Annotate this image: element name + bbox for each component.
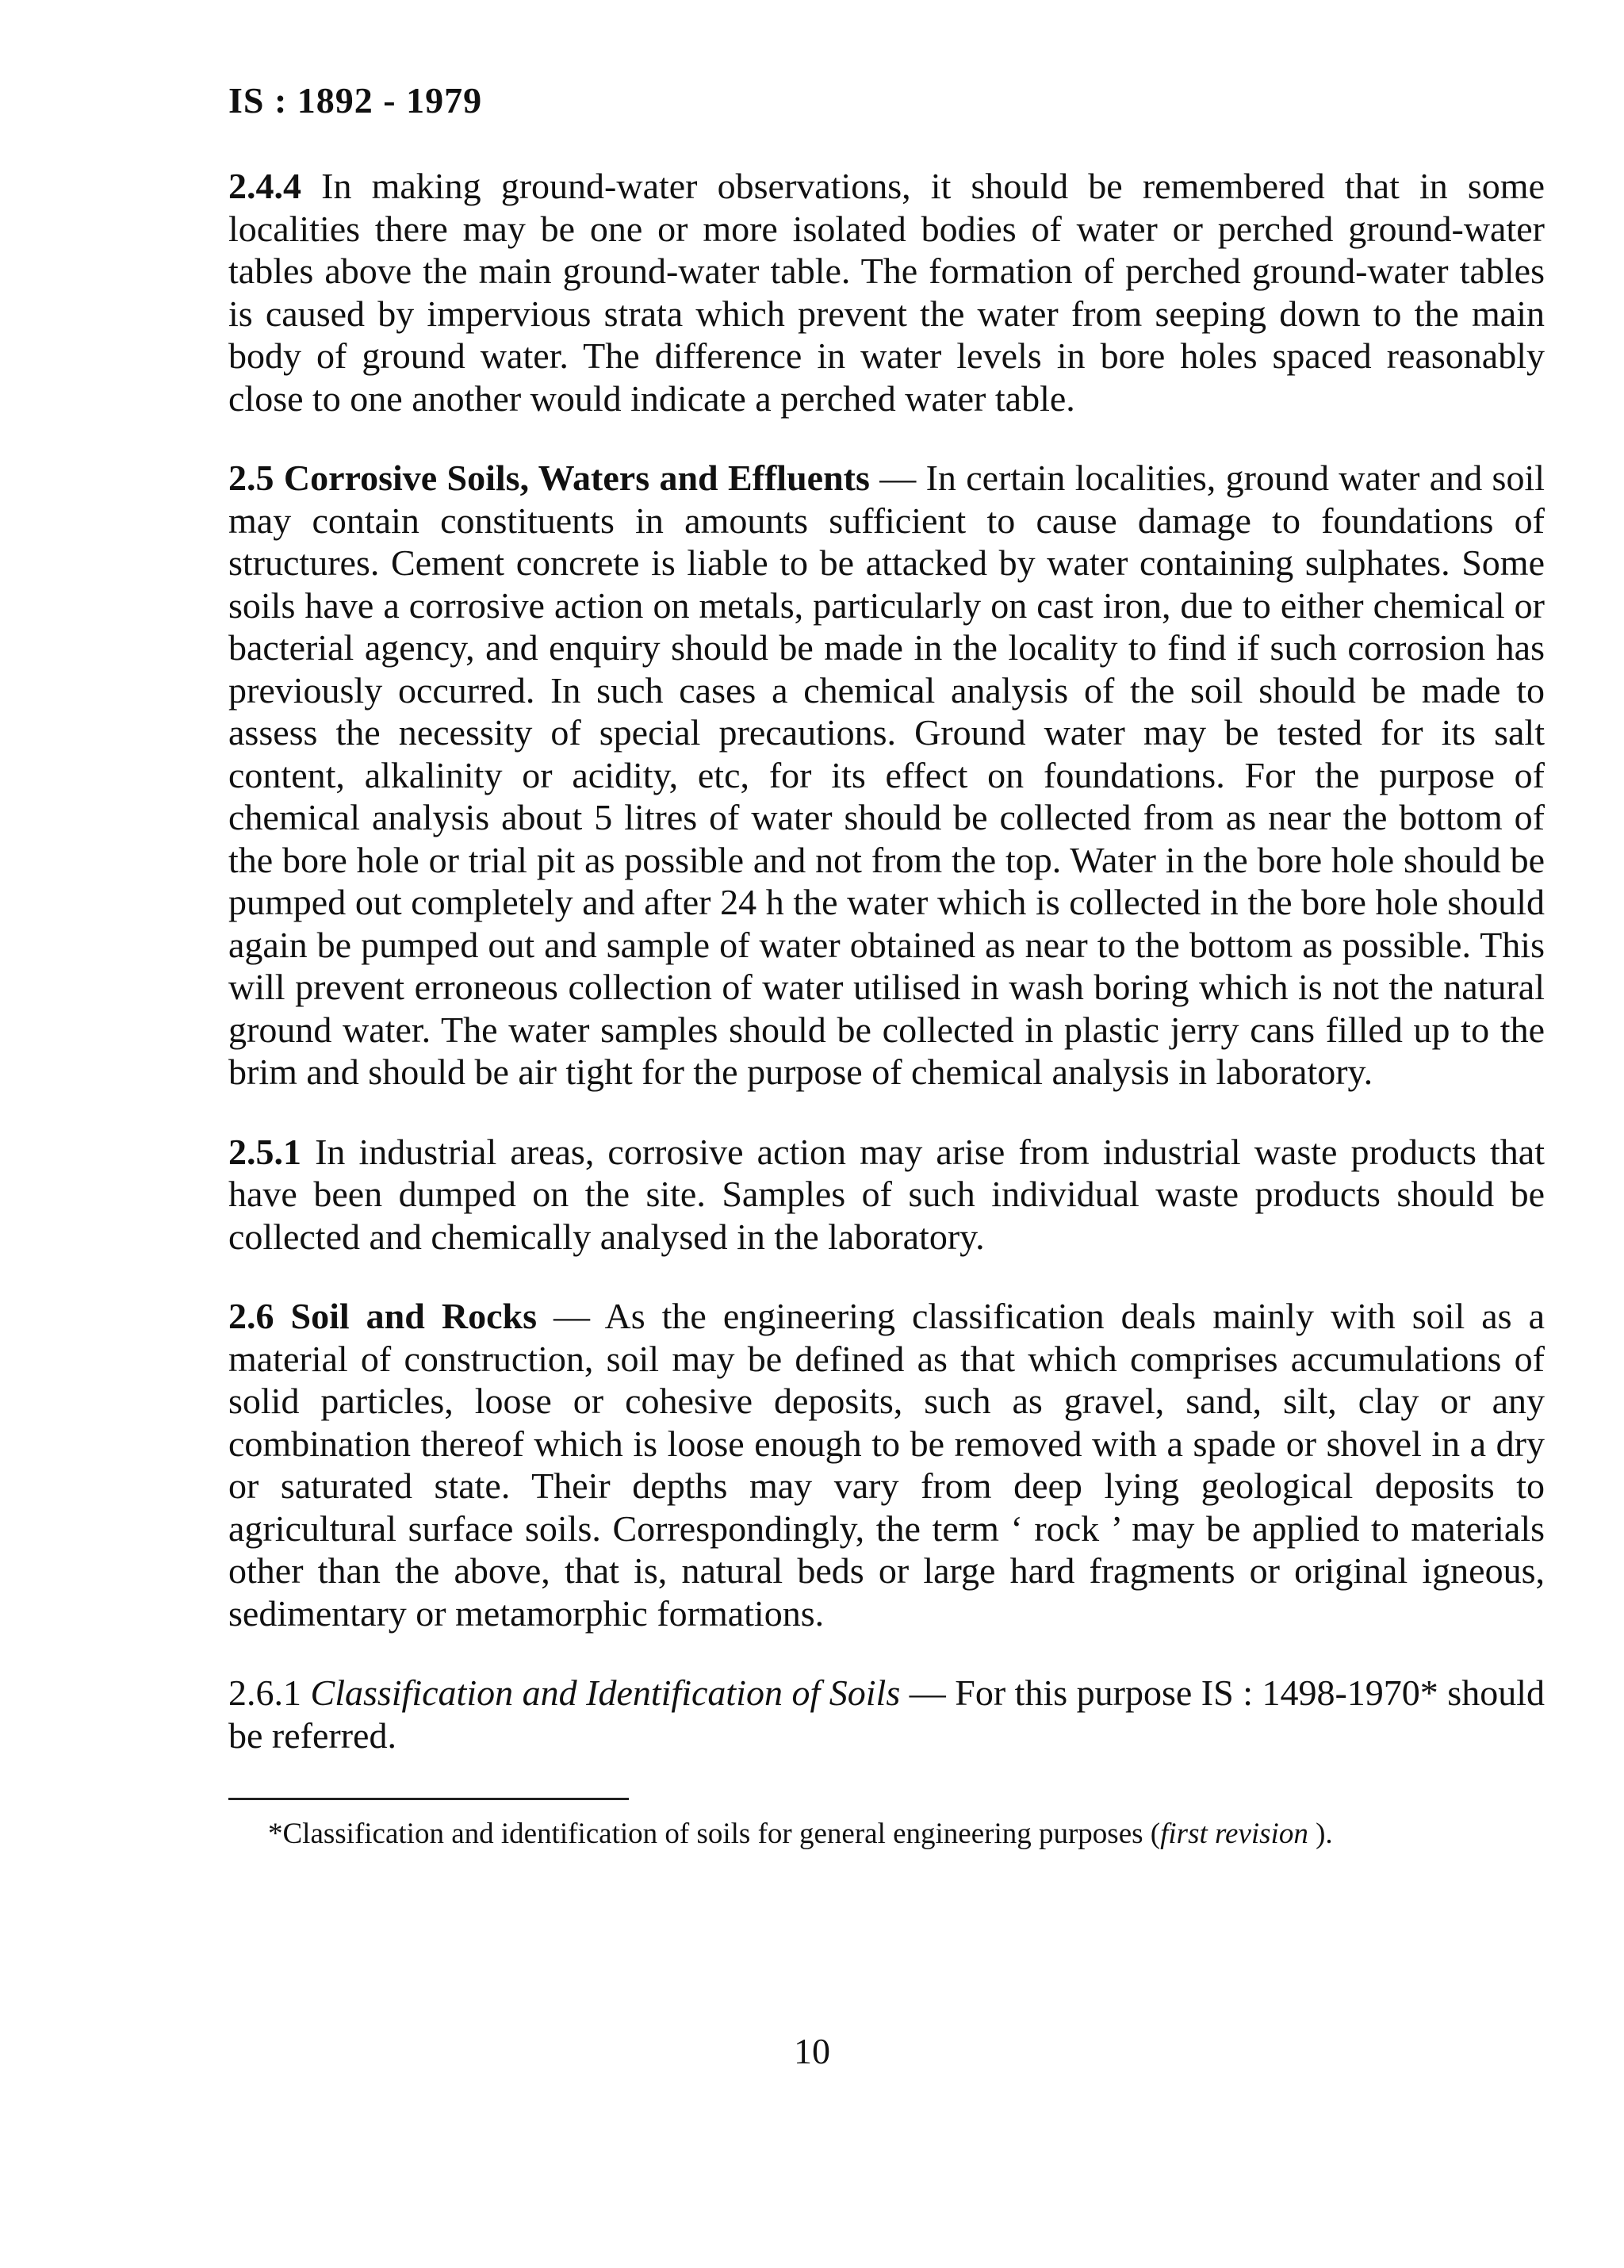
clause-heading: Corrosive Soils, Waters and Effluents [283,458,870,498]
clause-number: 2.6 [228,1296,274,1336]
paragraph-2-6 [228,1295,1545,1634]
footnote-text: *Classification and identification of soils for general engineering purposes ( [268,1818,1161,1850]
paragraph-2-5 [228,457,1545,1094]
paragraph-text: — For this purpose IS : 1498-1970* should be referred. [228,1672,1545,1756]
clause-heading: Classification and Identification of Soils [310,1672,901,1713]
footnote-divider [228,1798,629,1800]
paragraph-2-6-1 [228,1672,1545,1757]
footnote-close: ). [1308,1818,1333,1850]
clause-number: 2.5.1 [228,1131,301,1172]
standard-header: IS : 1892 - 1979 [228,80,483,121]
page-number: 10 [794,2031,830,2071]
paragraph-text: In industrial areas, corrosive action may arise from industrial waste products that have been dumped on the site. Samples of such individual waste products should be collected and chemically analysed in the laboratory. [228,1131,1545,1257]
paragraph-text: In making ground-water observations, it should be remembered that in some localities there may be one or more isolated bodies of water or perched ground-water tables above the main ground-water table. The formation of perched ground-water tables is caused by impervious strata which prevent the water from seeping down to the main body of ground water. The difference in water levels in bore holes spaced reasonably close to one another would indicate a perched water table. [228,166,1545,419]
clause-number: 2.4.4 [228,166,301,206]
clause-number: 2.5 [228,458,274,498]
clause-number: 2.6.1 [228,1672,301,1713]
footnote [268,1814,1545,1854]
paragraph-text: — In certain localities, ground water and soil may contain constituents in amounts sufficient to cause damage to foundations of structures. Cement concrete is liable to be attacked by water containing sulphates. Some soils have a corrosive action on metals, particularly on cast iron, due to either chemical or bacterial agency, and enquiry should be made in the locality to find if such corrosion has previously occurred. In such cases a chemical analysis of the soil should be made to assess the necessity of special precautions. Ground water may be tested for its salt content, alkalinity or acidity, etc, for its effect on foundations. For the purpose of chemical analysis about 5 litres of water should be collected from as near the bottom of the bore hole or trial pit as possible and not from the top. Water in the bore hole should be pumped out completely and after 24 h the water which is collected in the bore hole should again be pumped out and sample of water obtained as near to the bottom as possible. This will prevent erroneous collection of water utilised in wash boring which is not the natural ground water. The water samples should be collected in plastic jerry cans filled up to the brim and should be air tight for the purpose of chemical analysis in laboratory. [228,458,1545,1092]
paragraph-2-5-1 [228,1131,1545,1259]
clause-heading: Soil and Rocks [290,1296,537,1336]
paragraph-text: — As the engineering classification deals mainly with soil as a material of construction, soil may be defined as that which comprises accumulations of solid particles, loose or cohesive deposits, such as gravel, sand, silt, clay or any combination thereof which is loose enough to be removed with a spade or shovel in a dry or saturated state. Their depths may vary from deep lying geological deposits to agricultural surface soils. Correspondingly, the term ‘ rock ’ may be applied to materials other than the above, that is, natural beds or large hard fragments or original igneous, sedimentary or metamorphic formations. [228,1296,1545,1634]
paragraph-2-4-4 [228,165,1545,420]
document-page [228,79,1545,1854]
footnote-italic: first revision [1160,1818,1308,1850]
